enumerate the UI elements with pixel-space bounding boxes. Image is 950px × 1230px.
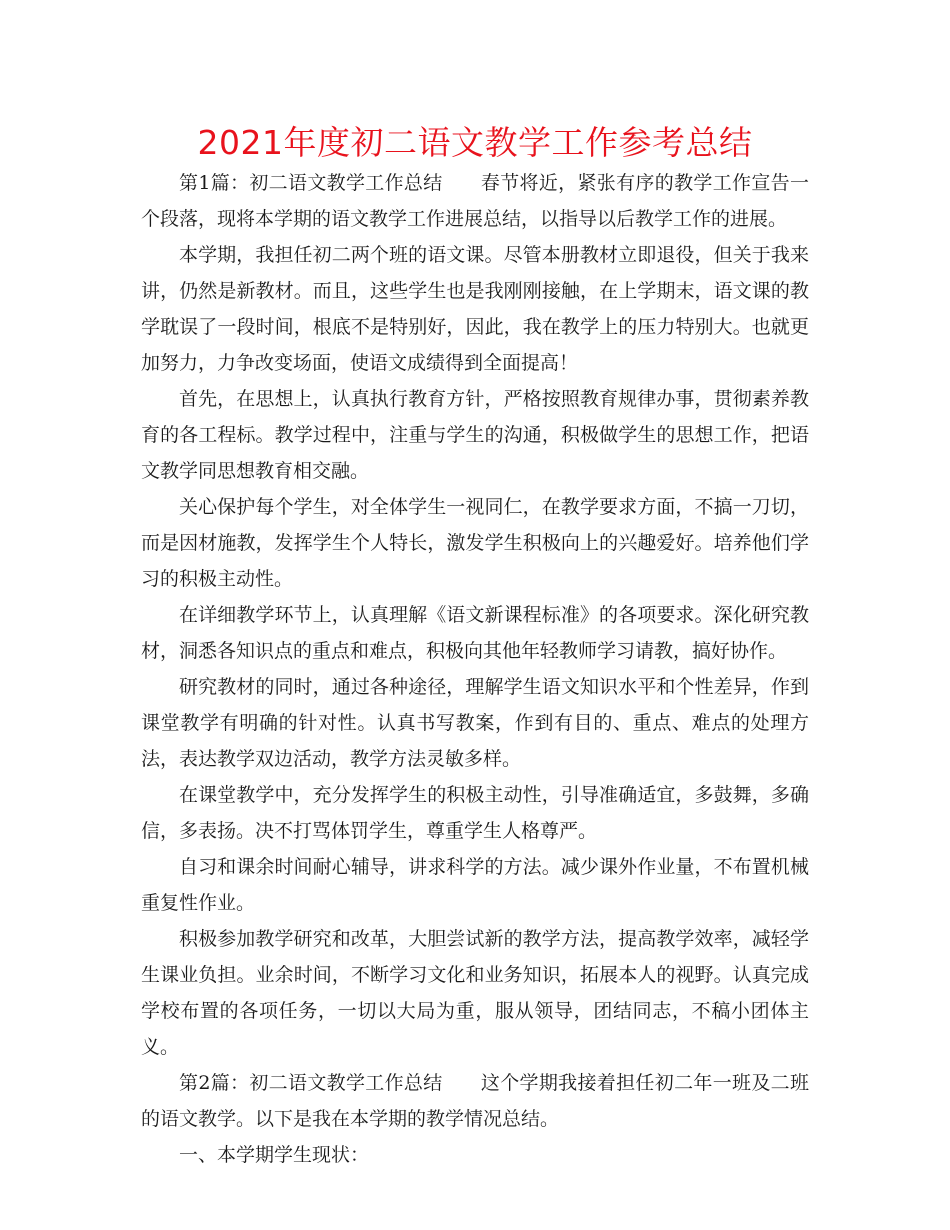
subheading: 一、本学期学生现状： <box>179 1144 370 1166</box>
body-paragraph: 自习和课余时间耐心辅导，讲求科学的方法。减少课外作业量，不布置机械重复性作业。 <box>141 856 809 914</box>
document-title: 2021年度初二语文教学工作参考总结 <box>197 123 753 162</box>
section-2-heading: 第2篇：初二语文教学工作总结 <box>179 1072 443 1094</box>
body-paragraph: 在详细教学环节上，认真理解《语文新课程标准》的各项要求。深化研究教材，洞悉各知识点的重点和难点，积极向其他年轻教师学习请教，搞好协作。 <box>141 604 809 662</box>
body-paragraph: 本学期，我担任初二两个班的语文课。尽管本册教材立即退役，但关于我来讲，仍然是新教材。而且，这些学生也是我刚刚接触，在上学期末，语文课的教学耽误了一段时间，根底不是特别好，因此，我在教学上的压力特别大。也就更加努力，力争改变场面，使语文成绩得到全面提高！ <box>141 244 809 374</box>
section-1-paragraph <box>141 165 809 237</box>
body-paragraph: 首先，在思想上，认真执行教育方针，严格按照教育规律办事，贯彻素养教育的各工程标。教学过程中，注重与学生的沟通，积极做学生的思想工作，把语文教学同思想教育相交融。 <box>141 388 809 482</box>
section-2-paragraph <box>141 1065 809 1137</box>
body-paragraph: 关心保护每个学生，对全体学生一视同仁，在教学要求方面，不搞一刀切，而是因材施教，发挥学生个人特长，激发学生积极向上的兴趣爱好。培养他们学习的积极主动性。 <box>141 496 809 590</box>
body-paragraph: 积极参加教学研究和改革，大胆尝试新的教学方法，提高教学效率，减轻学生课业负担。业余时间，不断学习文化和业务知识，拓展本人的视野。认真完成学校布置的各项任务，一切以大局为重，服从领导，团结同志，不稿小团体主义。 <box>141 928 809 1058</box>
section-1-intro: 春节将近，紧张有序的教学工作宣告一个段落，现将本学期的语文教学工作进展总结，以指导以后教学工作的进展。 <box>141 172 809 230</box>
document-body <box>141 165 809 1173</box>
body-paragraph: 在课堂教学中，充分发挥学生的积极主动性，引导准确适宜，多鼓舞，多确信，多表扬。决不打骂体罚学生，尊重学生人格尊严。 <box>141 784 809 842</box>
section-1-heading: 第1篇：初二语文教学工作总结 <box>179 172 443 194</box>
section-2-intro: 这个学期我接着担任初二年一班及二班的语文教学。以下是我在本学期的教学情况总结。 <box>141 1072 809 1130</box>
body-paragraph: 研究教材的同时，通过各种途径，理解学生语文知识水平和个性差异，作到课堂教学有明确的针对性。认真书写教案，作到有目的、重点、难点的处理方法，表达教学双边活动，教学方法灵敏多样。 <box>141 676 809 770</box>
